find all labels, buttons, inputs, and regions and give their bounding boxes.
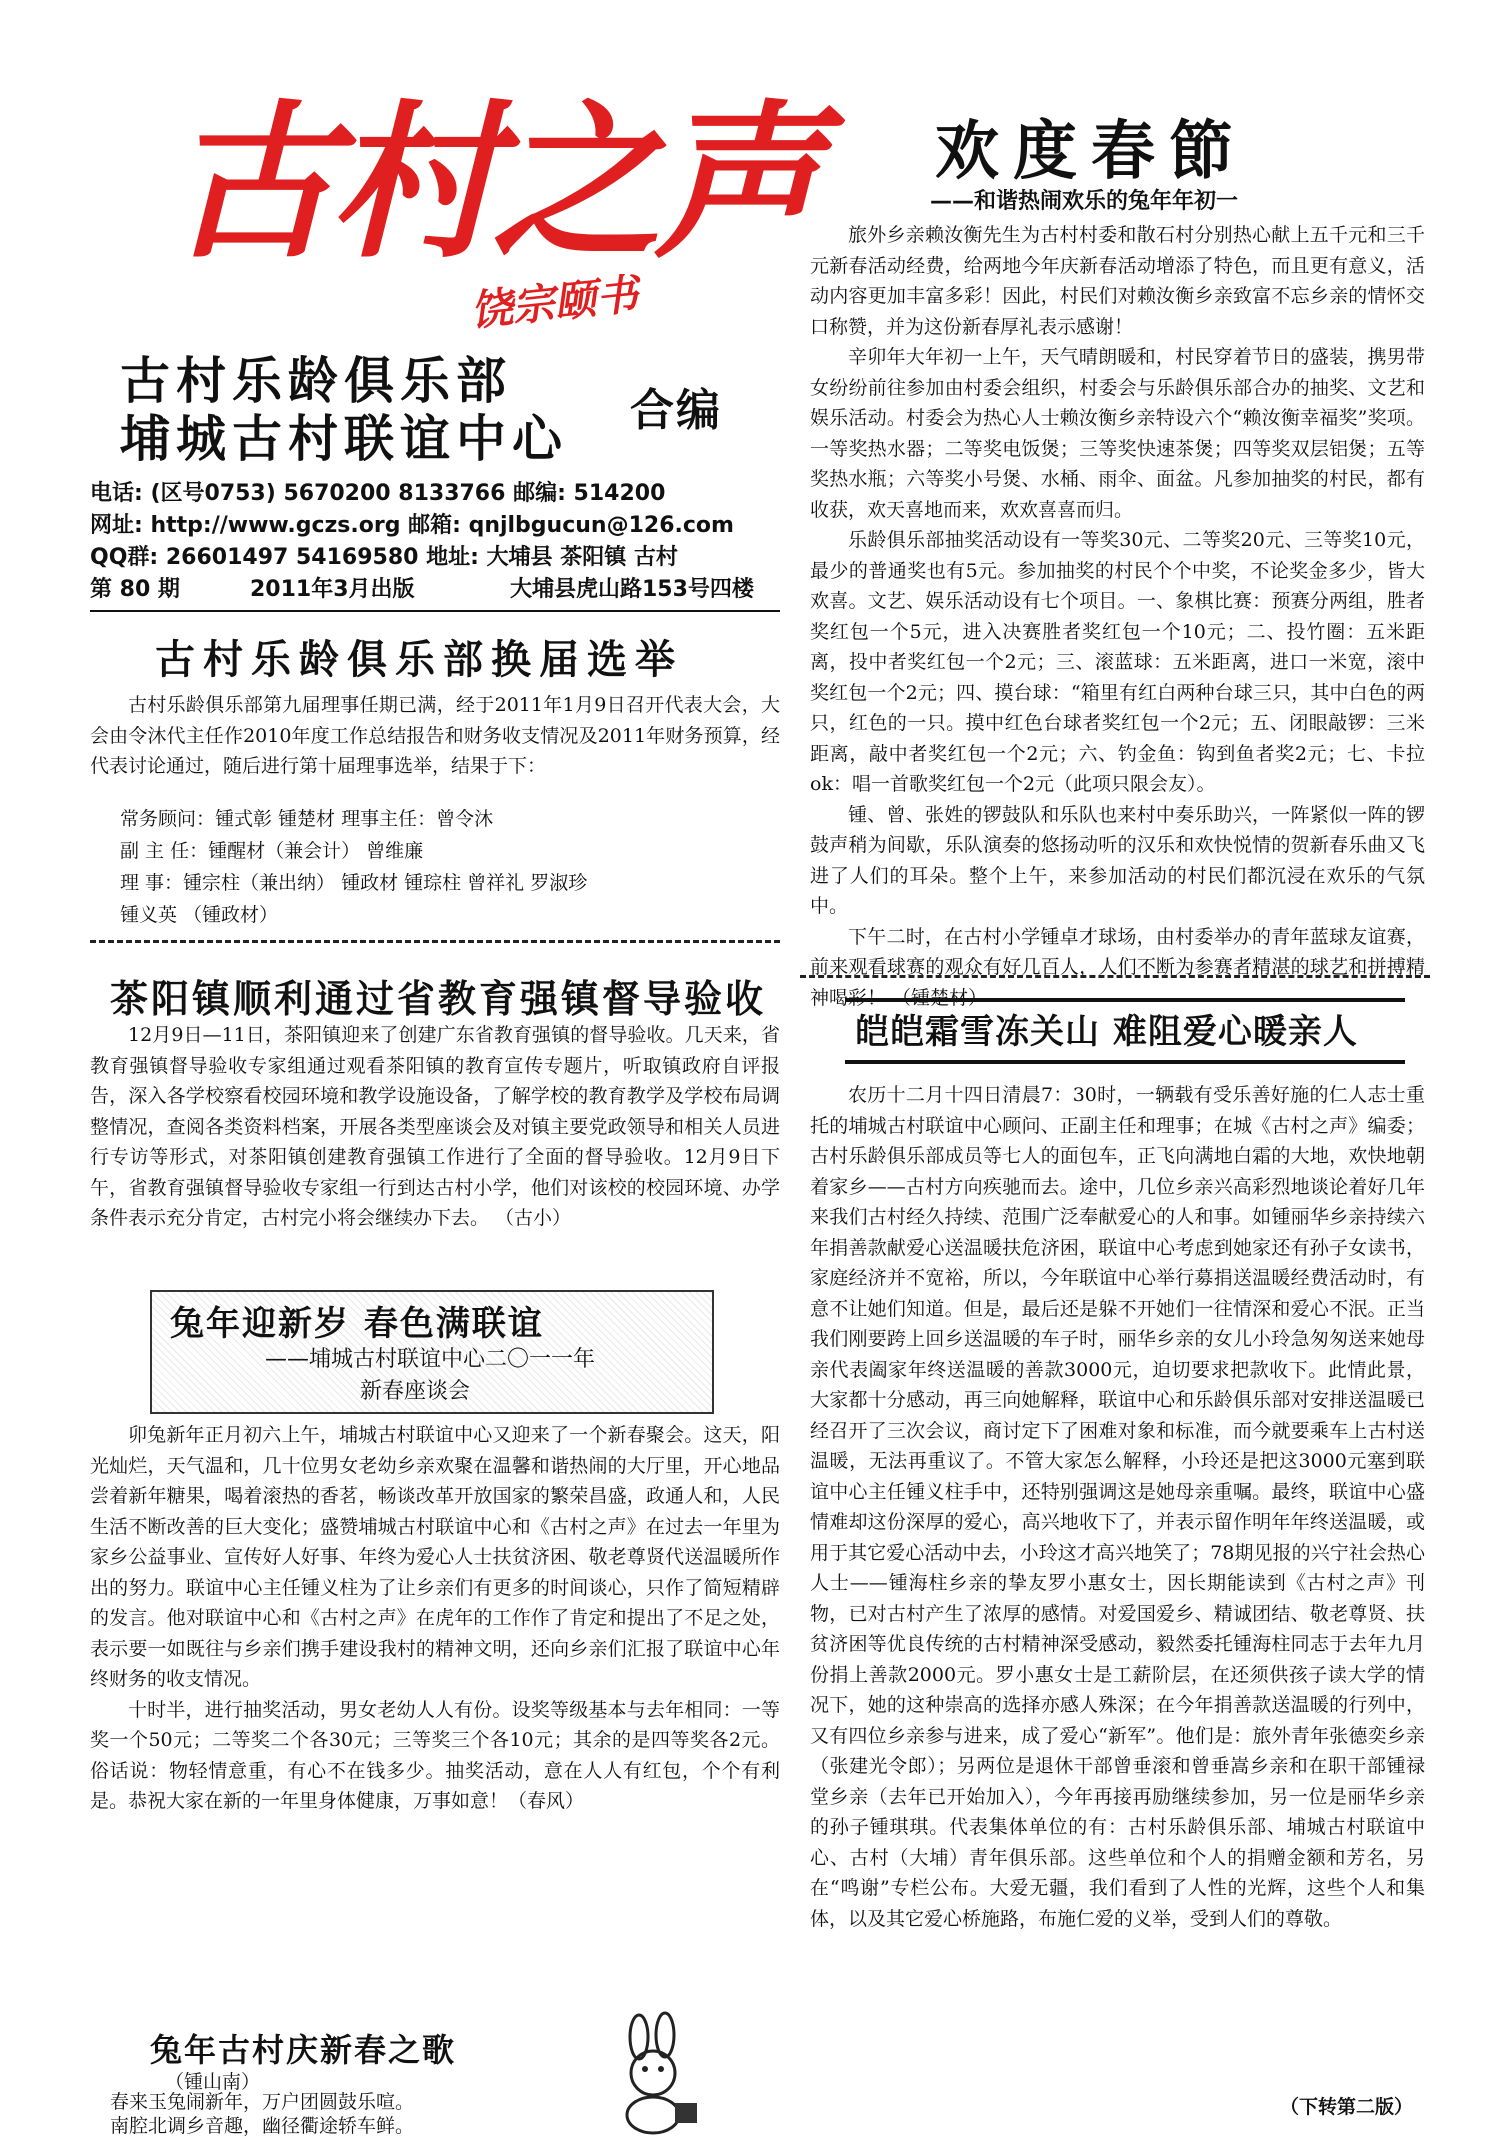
spring-para-5: 下午二时，在古村小学锺卓才球场，由村委举办的青年蓝球友谊赛，前来观看球赛的观众有好几百人，人们不断为参赛者精湛的球艺和拼搏精神喝彩！ （锺楚材） bbox=[810, 925, 1425, 1009]
section-divider bbox=[800, 975, 1430, 978]
org-line-1: 古村乐龄俱乐部 bbox=[120, 352, 512, 410]
poem-line-1: 春来玉兔闹新年，万户团圆鼓乐喧。 bbox=[110, 2091, 415, 2113]
charity-title: 皑皑霜雪冻关山 难阻爱心暖亲人 bbox=[855, 1012, 1358, 1052]
issue-number: 第 80 期 bbox=[90, 577, 180, 602]
spring-para-3: 乐龄俱乐部抽奖活动设有一等奖30元、二等奖20元、三等奖10元，最少的普通奖也有5元。参加抽奖的村民个个中奖，不论奖金多少，皆大欢喜。文艺、娱乐活动设有七个项目。一、象棋比赛：预赛分两组，胜者奖红包一个5元，进入决赛胜者奖红包一个10元；二、投竹圈：五米距离，投中者奖红包一个2元；三、滚蓝球：五米距离，进口一米宽，滚中奖红包一个2元；四、摸台球：“箱里有红白两种台球三只，其中白色的两只，红色的一只。摸中红色台球者奖红包一个2元；五、闭眼敲锣：三米距离，敲中者奖红包一个2元；六、钓金鱼：钩到鱼者奖2元；七、卡拉ok：唱一首歌奖红包一个2元（此项只限会友）。 bbox=[810, 529, 1425, 795]
election-body: 古村乐龄俱乐部第九届理事任期已满，经于2011年1月9日召开代表大会，大会由令沐代主任作2010年度工作总结报告和财务收支情况及2011年财务预算，经代表讨论通过，随后进行第十届理事选举，结果于下： bbox=[90, 694, 780, 777]
contact-line-phone: 电话: (区号0753) 5670200 8133766 邮编: 514200 bbox=[90, 481, 666, 506]
contact-line-qq: QQ群: 26601497 54169580 地址: 大埔县 茶阳镇 古村 bbox=[90, 545, 678, 570]
rabbit-illustration bbox=[595, 2015, 715, 2135]
masthead-title: 古村之声 bbox=[168, 83, 816, 281]
newyear-subtitle-1: ——埔城古村联谊中心二〇一一年 bbox=[265, 1347, 596, 1372]
newyear-para-2: 十时半，进行抽奖活动，男女老幼人人有份。设奖等级基本与去年相同：一等奖一个50元；二等奖二个各30元；三等奖三个各10元；其余的是四等奖各2元。俗话说：物轻情意重，有心不在钱多少。抽奖活动，意在人人有红包，个个有利是。恭祝大家在新的一年里身体健康，万事如意！（春风） bbox=[90, 1698, 780, 1812]
poem-line-2: 南腔北调乡音趣，幽径衢途轿车鲜。 bbox=[110, 2115, 415, 2137]
newyear-title: 兔年迎新岁 春色满联谊 bbox=[170, 1304, 544, 1344]
staff-line-3: 理 事：锺宗柱（兼出纳） 锺政材 锺琮柱 曾祥礼 罗淑珍 bbox=[120, 872, 588, 894]
section-divider bbox=[90, 940, 780, 943]
masthead-divider bbox=[90, 610, 780, 612]
spring-para-2: 辛卯年大年初一上午，天气晴朗暖和，村民穿着节日的盛装，携男带女纷纷前往参加由村委会组织，村委会与乐龄俱乐部合办的抽奖、文艺和娱乐活动。村委会为热心人士赖汝衡乡亲特设六个“赖汝衡幸福奖”奖项。一等奖热水器；二等奖电饭煲；三等奖快速茶煲；四等奖双层铝煲；五等奖热水瓶；六等奖小号煲、水桶、雨伞、面盆。凡参加抽奖的村民，都有收获，欢天喜地而来，欢欢喜喜而归。 bbox=[810, 346, 1425, 521]
staff-line-4: 锺义英 （锺政材） bbox=[120, 904, 279, 926]
org-suffix: 合编 bbox=[630, 385, 722, 436]
spring-para-4: 锺、曾、张姓的锣鼓队和乐队也来村中奏乐助兴，一阵紧似一阵的锣鼓声稍为间歇，乐队演奏的悠扬动听的汉乐和欢快悦情的贺新春乐曲又飞进了人们的耳朵。整个上午，来参加活动的村民们都沉浸在欢乐的气氛中。 bbox=[810, 803, 1425, 917]
contact-address: 大埔县虎山路153号四楼 bbox=[510, 577, 754, 602]
newyear-subtitle-2: 新春座谈会 bbox=[360, 1379, 471, 1404]
newyear-para-1: 卯兔新年正月初六上午，埔城古村联谊中心又迎来了一个新春聚会。这天，阳光灿烂，天气温和，几十位男女老幼乡亲欢聚在温馨和谐热闹的大厅里，开心地品尝着新年糖果，喝着滚热的香茗，畅谈改革开放国家的繁荣昌盛，政通人和，人民生活不断改善的巨大变化；盛赞埔城古村联谊中心和《古村之声》在过去一年里为家乡公益事业、宣传好人好事、年终为爱心人士扶贫济困、敬老尊贤代送温暖所作出的努力。联谊中心主任锺义柱为了让乡亲们有更多的时间谈心，只作了简短精辟的发言。他对联谊中心和《古村之声》在虎年的工作作了肯定和提出了不足之处，表示要一如既往与乡亲们携手建设我村的精神文明，还向乡亲们汇报了联谊中心年终财务的收支情况。 bbox=[90, 1424, 780, 1690]
education-body: 12月9日—11日，茶阳镇迎来了创建广东省教育强镇的督导验收。几天来，省教育强镇督导验收专家组通过观看茶阳镇的教育宣传专题片，听取镇政府自评报告，深入各学校察看校园环境和教学设施设备，了解学校的教育教学及学校布局调整情况，查阅各类资料档案，开展各类型座谈会及对镇主要党政领导和相关人员进行专访等形式，对茶阳镇创建教育强镇工作进行了全面的督导验收。12月9日下午，省教育强镇督导验收专家组一行到达古村小学，他们对该校的校园环境、办学条件表示充分肯定，古村完小将会继续办下去。 （古小） bbox=[90, 1024, 780, 1229]
staff-line-1: 常务顾问：锺式彰 锺楚材 理事主任：曾令沐 bbox=[120, 808, 494, 830]
continued-notice: （下转第二版） bbox=[1280, 2096, 1414, 2118]
issue-date: 2011年3月出版 bbox=[250, 577, 415, 602]
org-line-2: 埔城古村联谊中心 bbox=[120, 410, 568, 468]
poem-title: 兔年古村庆新春之歌 bbox=[150, 2031, 457, 2069]
staff-line-2: 副 主 任：锺醒材（兼会计） 曾维廉 bbox=[120, 840, 424, 862]
election-title: 古村乐龄俱乐部换届选举 bbox=[155, 637, 683, 683]
spring-subtitle: ——和谐热闹欢乐的兔年年初一 bbox=[930, 189, 1239, 214]
education-title: 茶阳镇顺利通过省教育强镇督导验收 bbox=[110, 977, 767, 1021]
spring-title: 欢度春節 bbox=[935, 115, 1247, 189]
calligraphy-signature: 饶宗颐书 bbox=[468, 269, 641, 336]
charity-body: 农历十二月十四日清晨7：30时，一辆载有受乐善好施的仁人志士重托的埔城古村联谊中心顾问、正副主任和理事；在城《古村之声》编委；古村乐龄俱乐部成员等七人的面包车，正飞向满地白霜的大地，欢快地朝着家乡——古村方向疾驰而去。途中，几位乡亲兴高彩烈地谈论着好几年来我们古村经久持续、范围广泛奉献爱心的人和事。如锺丽华乡亲持续六年捐善款献爱心送温暖扶危济困，联谊中心考虑到她家还有孙子女读书，家庭经济并不宽裕，所以，今年联谊中心举行募捐送温暖经费活动时，有意不让她们知道。但是，最后还是躲不开她们一往情深和爱心不泯。正当我们刚要跨上回乡送温暖的车子时，丽华乡亲的女儿小玲急匆匆送来她母亲代表阖家年终送温暖的善款3000元，迫切要求把款收下。此情此景，大家都十分感动，再三向她解释，联谊中心和乐龄俱乐部对安排送温暖已经召开了三次会议，商讨定下了困难对象和标准，而今就要乘车上古村送温暖，无法再重议了。不管大家怎么解释，小玲还是把这3000元塞到联谊中心主任锺义柱手中，还特别强调这是她母亲重嘱。最终，联谊中心盛情难却这份深厚的爱心，高兴地收下了，并表示留作明年年终送温暖，或用于其它爱心活动中去，小玲这才高兴地笑了；78期见报的兴宁社会热心人士——锺海柱乡亲的挚友罗小惠女士，因长期能读到《古村之声》刊物，已对古村产生了浓厚的感情。对爱国爱乡、精诚团结、敬老尊贤、扶贫济困等优良传统的古村精神深受感动，毅然委托锺海柱同志于去年九月份捐上善款2000元。罗小惠女士是工薪阶层，在还须供孩子读大学的情况下，她的这种崇高的选择亦感人殊深；在今年捐善款送温暖的行列中，又有四位乡亲参与进来，成了爱心“新军”。他们是：旅外青年张德奕乡亲（张建光令郎）；另两位是退休干部曾垂滚和曾垂嵩乡亲和在职干部锺禄堂乡亲（去年已开始加入），今年再接再励继续参加，另一位是丽华乡亲的孙子锺琪琪。代表集体单位的有：古村乐龄俱乐部、埔城古村联谊中心、古村（大埔）青年俱乐部。这些单位和个人的捐赠金额和芳名，另在“鸣谢”专栏公布。大爱无疆，我们看到了人性的光辉，这些个人和集体，以及其它爱心桥施路，布施仁爱的义举，受到人们的尊敬。 bbox=[810, 1084, 1425, 1930]
poem-author: （锺山南） bbox=[165, 2071, 261, 2093]
spring-para-1: 旅外乡亲赖汝衡先生为古村村委和散石村分别热心献上五千元和三千元新春活动经费，给两地今年庆新春活动增添了特色，而且更有意义，活动内容更加丰富多彩！因此，村民们对赖汝衡乡亲致富不忘乡亲的情怀交口称赞，并为这份新春厚礼表示感谢！ bbox=[810, 224, 1425, 338]
contact-line-web: 网址: http://www.gczs.org 邮箱: qnjlbgucun@126.com bbox=[90, 513, 734, 538]
